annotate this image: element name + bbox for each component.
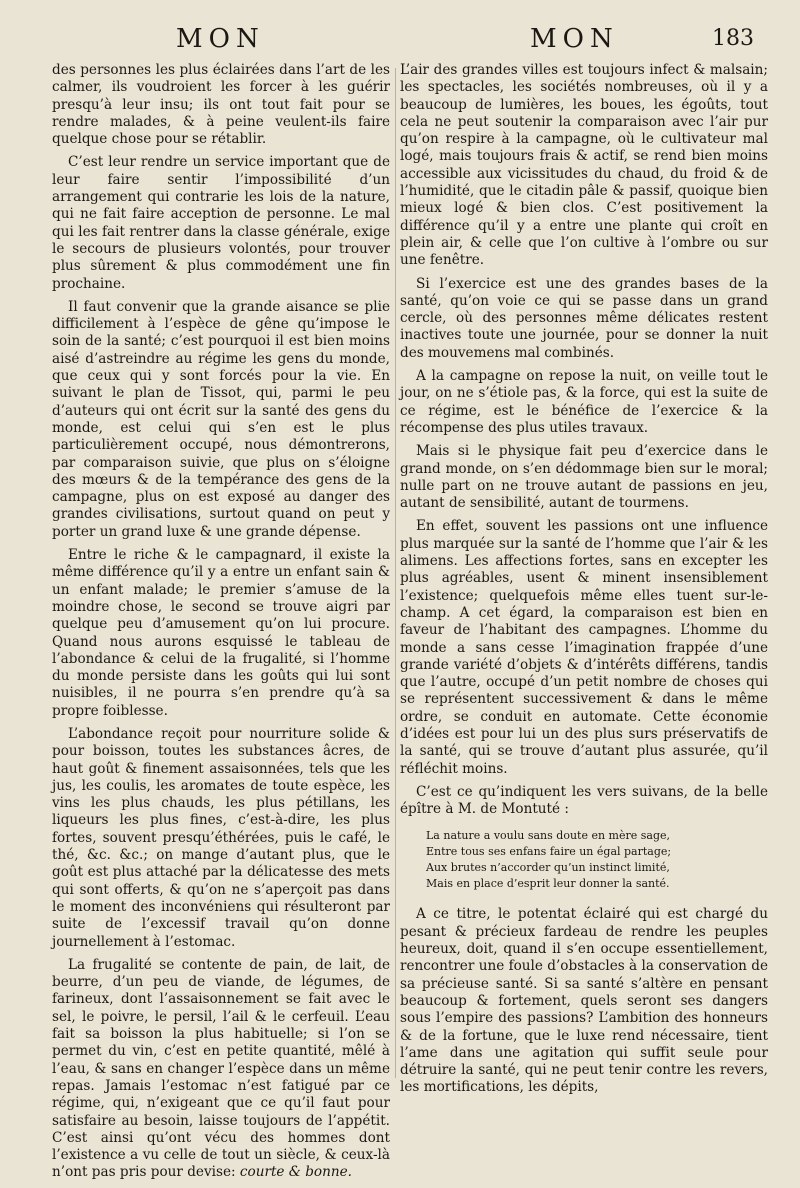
paragraph: A ce titre, le potentat éclairé qui est chargé du pesant & précieux fardeau de rendre les peuples heureux, doit, quand il s’en occupe essentiellement, rencontrer une foule d’obstacles à la conservation de sa précieuse santé. Si sa santé s’altère en pensant beaucoup & fortement, quels seront ses dangers sous l’empire des passions? L’ambition des honneurs & de la fortune, que le luxe rend nécessaire, tient l’ame dans une agitation qui suffit seule pour détruire la santé, qui ne peut tenir contre les revers, les mortifications, les dépits, — [400, 906, 768, 1096]
running-header — [0, 24, 800, 58]
column-divider — [395, 68, 396, 1078]
paragraph: L’air des grandes villes est toujours infect & malsain; les spectacles, les sociétés nombreuses, où il y a beaucoup de lumières, les boues, les égoûts, tout cela ne peut soutenir la comparaison avec l’air pur qu’on respire à la campagne, où le cultivateur mal logé, mais toujours frais & actif, se rend bien moins accessible aux vicissitudes du chaud, du froid & de l’humidité, que le citadin pâle & passif, quoique bien mieux logé & bien clos. C’est positivement la différence qu’il y a entre une plante qui croît en plein air, & celle que l’on cultive à l’ombre ou sur une fenêtre. — [400, 62, 768, 269]
paragraph: L’abondance reçoit pour nourriture solide & pour boisson, toutes les substances âcres, de haut goût & finement assaisonnées, tels que les jus, les coulis, les aromates de toute espèce, les vins les plus chauds, les plus pétillans, les liqueurs les plus fines, c’est-à-dire, les plus fortes, souvent presqu’éthérées, puis le café, le thé, &c. &c.; on mange d’autant plus, que le goût est plus attaché par la délicatesse des mets qui sont offerts, & qu’on ne s’aperçoit pas dans le moment des inconvéniens qui résulteront par suite de l’excessif travail qu’on donne journellement à l’estomac. — [52, 725, 390, 950]
page-number: 183 — [712, 26, 754, 51]
left-column — [52, 62, 390, 1188]
paragraph: C’est ce qu’indiquent les vers suivans, de la belle épître à M. de Montuté : — [400, 783, 768, 818]
verse-quote — [426, 828, 768, 892]
verse-line: Entre tous ses enfans faire un égal partage; — [426, 845, 672, 859]
paragraph: En effet, souvent les passions ont une influence plus marquée sur la santé de l’homme que l’air & les alimens. Les affections fortes, sans en excepter les plus agréables, usent & minent insensiblement l’existence; quelquefois même elles tuent sur-le-champ. A cet égard, la comparaison est bien en faveur de l’habitant des campagnes. L’homme du monde a sans cesse l’imagination frappée d’une grande variété d’objets & d’intérêts différens, tandis que l’autre, occupé d’un petit nombre de choses qui se représentent successivement & dans le même ordre, se conduit en automate. Cette économie d’idées est pour lui un des plus surs préservatifs de la santé, qui se trouve d’autant plus assurée, qu’il réfléchit moins. — [400, 518, 768, 777]
paragraph: Il faut convenir que la grande aisance se plie difficilement à l’espèce de gêne qu’impose le soin de la santé; c’est pourquoi il est bien moins aisé d’astreindre au régime les gens du monde, que ceux qui y sont forcés pour la vie. En suivant le plan de Tissot, qui, parmi le peu d’auteurs qui ont écrit sur la santé des gens du monde, est celui qui s’en est le plus particulièrement occupé, nous démontrerons, par comparaison suivie, que plus on s’éloigne des mœurs & de la tempérance des gens de la campagne, plus on est exposé au danger des grandes civilisations, surtout quand on peut y porter un grand luxe & une grande dépense. — [52, 298, 390, 540]
right-column — [400, 62, 768, 1103]
verse-line: La nature a voulu sans doute en mère sage, — [426, 829, 670, 843]
devise-italic: courte & bonne. — [239, 1164, 352, 1181]
header-right-word: MON — [530, 24, 619, 54]
paragraph: La frugalité se contente de pain, de lait, de beurre, d’un peu de viande, de légumes, de farineux, dont l’assaisonnement se fait avec le sel, le poivre, le persil, l’ail & le cerfeuil. L’eau fait sa boisson la plus habituelle; si l’on se permet du vin, c’est en petite quantité, mêlé à l’eau, & sans en changer l’espèce dans un même repas. Jamais l’estomac n’est fatigué par ce régime, qui, n’exigeant que ce qu’il faut pour satisfaire au besoin, laisse toujours de l’appétit. C’est ainsi qu’ont vécu des hommes dont l’existence a vu celle de tout un siècle, & ceux-là n’ont pas pris pour devise: — [52, 956, 390, 1181]
paragraph-with-devise — [52, 957, 390, 1182]
paragraph: Entre le riche & le campagnard, il existe la même différence qu’il y a entre un enfant sain & un enfant malade; le premier s’amuse de la moindre chose, le second se trouve aigri par quelque peu d’amusement qu’on lui procure. Quand nous aurons esquissé le tableau de l’abondance & celui de la frugalité, si l’homme du monde persiste dans les goûts qui lui sont nuisibles, il ne pourra s’en prendre qu’à sa propre foiblesse. — [52, 547, 390, 719]
paragraph: des personnes les plus éclairées dans l’art de les calmer, ils voudroient les forcer à les guérir presqu’à leur insu; ils ont tout fait pour se rendre malades, & à peine veulent-ils faire quelque chose pour se rétablir. — [52, 62, 390, 148]
paragraph: Mais si le physique fait peu d’exercice dans le grand monde, on s’en dédommage bien sur le moral; nulle part on ne trouve autant de passions en jeu, autant de sensibilité, autant de tourmens. — [400, 443, 768, 512]
paragraph: A la campagne on repose la nuit, on veille tout le jour, on ne s’étiole pas, & la force, qui est la suite de ce régime, est le bénéfice de l’exercice & la récompense des plus utiles travaux. — [400, 368, 768, 436]
paragraph: C’est leur rendre un service important que de leur faire sentir l’impossibilité d’un arrangement qui contrarie les lois de la nature, qui ne fait faire acception de personne. Le mal qui les fait rentrer dans la classe générale, exige le secours de plusieurs volontés, pour trouver plus sûrement & plus commodément une fin prochaine. — [52, 154, 390, 292]
paragraph: Si l’exercice est une des grandes bases de la santé, qu’on voie ce qui se passe dans un grand cercle, où des personnes même délicates restent inactives toute une journée, pour se donner la nuit des mouvemens mal combinés. — [400, 275, 768, 361]
header-left-word: MON — [176, 24, 265, 54]
verse-line: Aux brutes n’accorder qu’un instinct limité, — [426, 861, 670, 875]
verse-line: Mais en place d’esprit leur donner la santé. — [426, 877, 670, 891]
